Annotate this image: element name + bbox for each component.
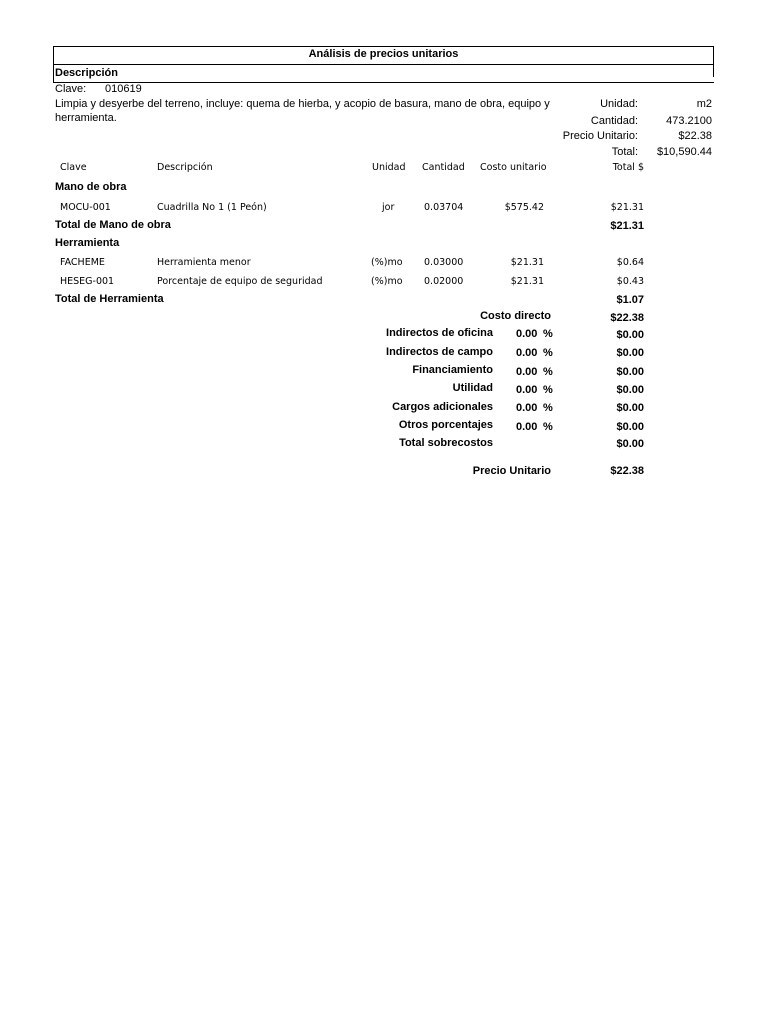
cantidad-value: 473.2100: [666, 115, 712, 127]
row-cantidad: 0.03704: [424, 202, 464, 213]
overhead-pct: 0.00: [516, 402, 538, 414]
concept-description-line2: herramienta.: [55, 112, 117, 124]
page-title: Análisis de precios unitarios: [308, 48, 459, 60]
unidad-value: m2: [696, 98, 712, 110]
overhead-label: Cargos adicionales: [392, 401, 493, 413]
overhead-pct: 0.00: [516, 347, 538, 359]
row-total: $0.64: [616, 257, 644, 268]
overhead-sign: %: [543, 402, 553, 414]
descripcion-box-right-edge: [713, 64, 714, 77]
concept-description-line1: Limpia y desyerbe del terreno, incluye: quema de hierba, y acopio de basura, mano de obra, equipo y: [55, 98, 550, 110]
row-unidad: jor: [382, 202, 395, 213]
col-header-total: Total $: [612, 162, 644, 173]
overhead-pct: 0.00: [516, 328, 538, 340]
descripcion-label: Descripción: [55, 67, 118, 79]
row-costo: $21.31: [510, 257, 544, 268]
precio-unitario-final-label: Precio Unitario: [472, 465, 551, 477]
row-cantidad: 0.02000: [424, 276, 464, 287]
section-title: Mano de obra: [55, 181, 127, 193]
overhead-label: Otros porcentajes: [398, 419, 493, 431]
row-costo: $575.42: [504, 202, 544, 213]
overhead-sign: %: [543, 421, 553, 433]
precio-unitario-label: Precio Unitario:: [562, 130, 638, 142]
overhead-label: Indirectos de oficina: [386, 327, 493, 339]
overhead-sign: %: [543, 347, 553, 359]
row-total: $21.31: [610, 202, 644, 213]
descripcion-box: [53, 64, 714, 83]
row-clave: FACHEME: [60, 257, 105, 268]
overhead-label: Utilidad: [452, 382, 493, 394]
overhead-value: $0.00: [616, 438, 644, 450]
total-value: $10,590.44: [656, 146, 712, 158]
overhead-value: $0.00: [616, 347, 644, 359]
col-header-cantidad: Cantidad: [422, 162, 465, 173]
section-total-value: $21.31: [610, 220, 644, 232]
overhead-sign: %: [543, 384, 553, 396]
row-costo: $21.31: [510, 276, 544, 287]
overhead-pct: 0.00: [516, 366, 538, 378]
section-total-value: $1.07: [616, 294, 644, 306]
unidad-label: Unidad:: [600, 98, 638, 110]
col-header-descripcion: Descripción: [157, 162, 213, 173]
col-header-costo: Costo unitario: [480, 162, 547, 173]
section-total-label: Total de Herramienta: [55, 293, 164, 305]
row-unidad: (%)mo: [371, 257, 403, 268]
row-total: $0.43: [616, 276, 644, 287]
overhead-value: $0.00: [616, 366, 644, 378]
precio-unitario-final-value: $22.38: [610, 465, 644, 477]
overhead-value: $0.00: [616, 329, 644, 341]
row-cantidad: 0.03000: [424, 257, 464, 268]
col-header-clave: Clave: [60, 162, 87, 173]
overhead-value: $0.00: [616, 402, 644, 414]
row-descripcion: Cuadrilla No 1 (1 Peón): [157, 202, 267, 213]
costo-directo-value: $22.38: [610, 312, 644, 324]
costo-directo-label: Costo directo: [480, 310, 551, 322]
precio-unitario-value: $22.38: [678, 130, 712, 142]
row-descripcion: Porcentaje de equipo de seguridad: [157, 276, 323, 287]
row-clave: MOCU-001: [60, 202, 111, 213]
row-descripcion: Herramienta menor: [157, 257, 251, 268]
overhead-label: Indirectos de campo: [386, 346, 493, 358]
row-clave: HESEG-001: [60, 276, 115, 287]
overhead-value: $0.00: [616, 384, 644, 396]
row-unidad: (%)mo: [371, 276, 403, 287]
overhead-label: Financiamiento: [412, 364, 493, 376]
overhead-sign: %: [543, 366, 553, 378]
overhead-pct: 0.00: [516, 384, 538, 396]
col-header-unidad: Unidad: [372, 162, 406, 173]
clave-value: 010619: [105, 83, 142, 95]
overhead-pct: 0.00: [516, 421, 538, 433]
section-title: Herramienta: [55, 237, 120, 249]
clave-label: Clave:: [55, 83, 87, 95]
cantidad-label: Cantidad:: [590, 115, 638, 127]
section-total-label: Total de Mano de obra: [55, 219, 171, 231]
overhead-sign: %: [543, 328, 553, 340]
overhead-value: $0.00: [616, 421, 644, 433]
overhead-label: Total sobrecostos: [399, 437, 493, 449]
total-label: Total:: [611, 146, 638, 158]
